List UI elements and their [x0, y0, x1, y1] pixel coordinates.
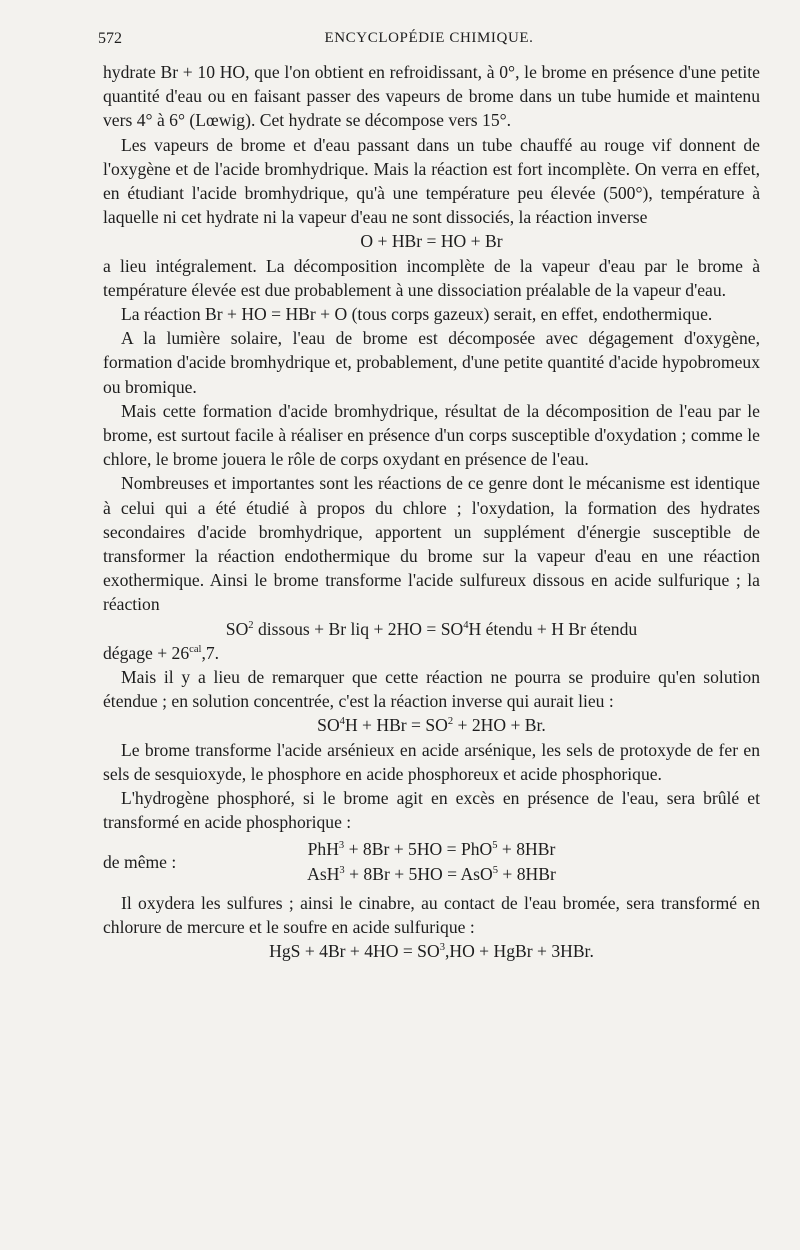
equation-part: + 8Br + 5HO = PhO [344, 838, 493, 859]
equation-superscript: 3 [439, 942, 445, 954]
equation-part: HgS + 4Br + 4HO = SO [269, 940, 440, 961]
paragraph: Le brome transforme l'acide arsénieux en acide arsénique, les sels de protoxyde de fer en sels de sesquioxyde, le phosphore en acide phosphoreux et acide phosphorique. [103, 739, 760, 784]
equation-part: ,HO + HgBr + 3HBr. [444, 940, 594, 961]
paragraph: Mais cette formation d'acide bromhydrique, résultat de la décomposition de l'eau par le brome, est surtout facile à réaliser en présence d'un corps susceptible d'oxydation ; comme le chlore, le brome jouera le rôle de corps oxydant en présence de l'eau. [103, 400, 760, 470]
paragraph: L'hydrogène phosphoré, si le brome agit en excès en présence de l'eau, sera brûlé et transformé en acide phosphorique : [103, 788, 760, 833]
equation-part: SO [225, 618, 249, 639]
equation-pair [103, 837, 760, 887]
equation-superscript: 5 [492, 839, 498, 851]
page-header [98, 30, 760, 56]
paragraph: a lieu intégralement. La décomposition incomplète de la vapeur d'eau par le brome à température élevée est due probablement à une dissociation préalable de la vapeur d'eau. [103, 255, 760, 300]
equation-part: AsH [307, 863, 340, 884]
paragraph [103, 641, 760, 665]
equation-superscript: 2 [447, 716, 454, 728]
equation [103, 862, 760, 886]
equation-superscript: 3 [339, 864, 345, 876]
de-meme-label: de même : [103, 851, 177, 872]
page-number: 572 [98, 30, 122, 47]
body-text [103, 60, 760, 963]
equation-superscript: 4 [339, 716, 345, 728]
text-part: dégage + 26 [103, 642, 190, 663]
equation [103, 939, 760, 963]
paragraph: La réaction Br + HO = HBr + O (tous corps gazeux) serait, en effet, endothermique. [121, 304, 713, 325]
paragraph: hydrate Br + 10 HO, que l'on obtient en refroidissant, à 0°, le brome en présence d'une petite quantité d'eau ou en faisant passer des vapeurs de brome dans un tube humide et maintenu vers 4° à 6° (Lœwig). Cet hydrate se décompose vers 15°. [103, 62, 760, 131]
text-superscript: cal [189, 644, 202, 656]
equation-superscript: 2 [248, 619, 254, 631]
equation [103, 713, 760, 737]
equation: O + HBr = HO + Br [360, 231, 503, 252]
equation-part: SO [317, 715, 340, 736]
equation-part: PhH [307, 838, 339, 859]
equation-superscript: 3 [338, 839, 345, 851]
equation-part: H étendu + H Br étendu [468, 618, 638, 639]
equation-part: + 2HO + Br. [453, 715, 546, 736]
equation [103, 617, 760, 641]
equation-superscript: 4 [463, 619, 469, 631]
paragraph: A la lumière solaire, l'eau de brome est décomposée avec dégagement d'oxygène, formation d'acide bromhydrique et, probablement, d'une petite quantité d'acide hypobromeux ou bromique. [103, 328, 760, 397]
equation-part: dissous + Br liq + 2HO = SO [253, 618, 464, 639]
equation [103, 837, 760, 861]
text-part: ,7. [201, 642, 220, 663]
running-title: ENCYCLOPÉDIE CHIMIQUE. [324, 30, 534, 46]
paragraph: Nombreuses et importantes sont les réactions de ce genre dont le mécanisme est identique à celui qui a été étudié à propos du chlore ; l'oxydation, la formation des hydrates secondaires d'acide bromhydrique, apportent un supplément d'énergie susceptible de transformer la réaction endothermique du brome sur la vapeur d'eau en une réaction exothermique. Ainsi le brome transforme l'acide sulfureux dissous en acide sulfurique ; la réaction [103, 473, 760, 615]
equation-part: + 8HBr [497, 838, 556, 859]
equation-superscript: 5 [492, 864, 499, 876]
paragraph: Il oxydera les sulfures ; ainsi le cinabre, au contact de l'eau bromée, sera transformé en chlorure de mercure et le soufre en acide sulfurique : [103, 892, 760, 937]
paragraph: Les vapeurs de brome et d'eau passant dans un tube chauffé au rouge vif donnent de l'oxygène et de l'acide bromhydrique. Mais la réaction est fort incomplète. On verra en effet, en étudiant l'acide bromhydrique, qu'à une température peu élevée (500°), température à laquelle ni cet hydrate ni la vapeur d'eau ne sont dissociés, la réaction inverse [103, 134, 760, 228]
paragraph: Mais il y a lieu de remarquer que cette réaction ne pourra se produire qu'en solution étendue ; en solution concentrée, c'est la réaction inverse qui aurait lieu : [103, 667, 760, 712]
equation-part: + 8Br + 5HO = AsO [344, 863, 493, 884]
equation-part: + 8HBr [498, 863, 556, 884]
equation-part: H + HBr = SO [344, 715, 448, 736]
